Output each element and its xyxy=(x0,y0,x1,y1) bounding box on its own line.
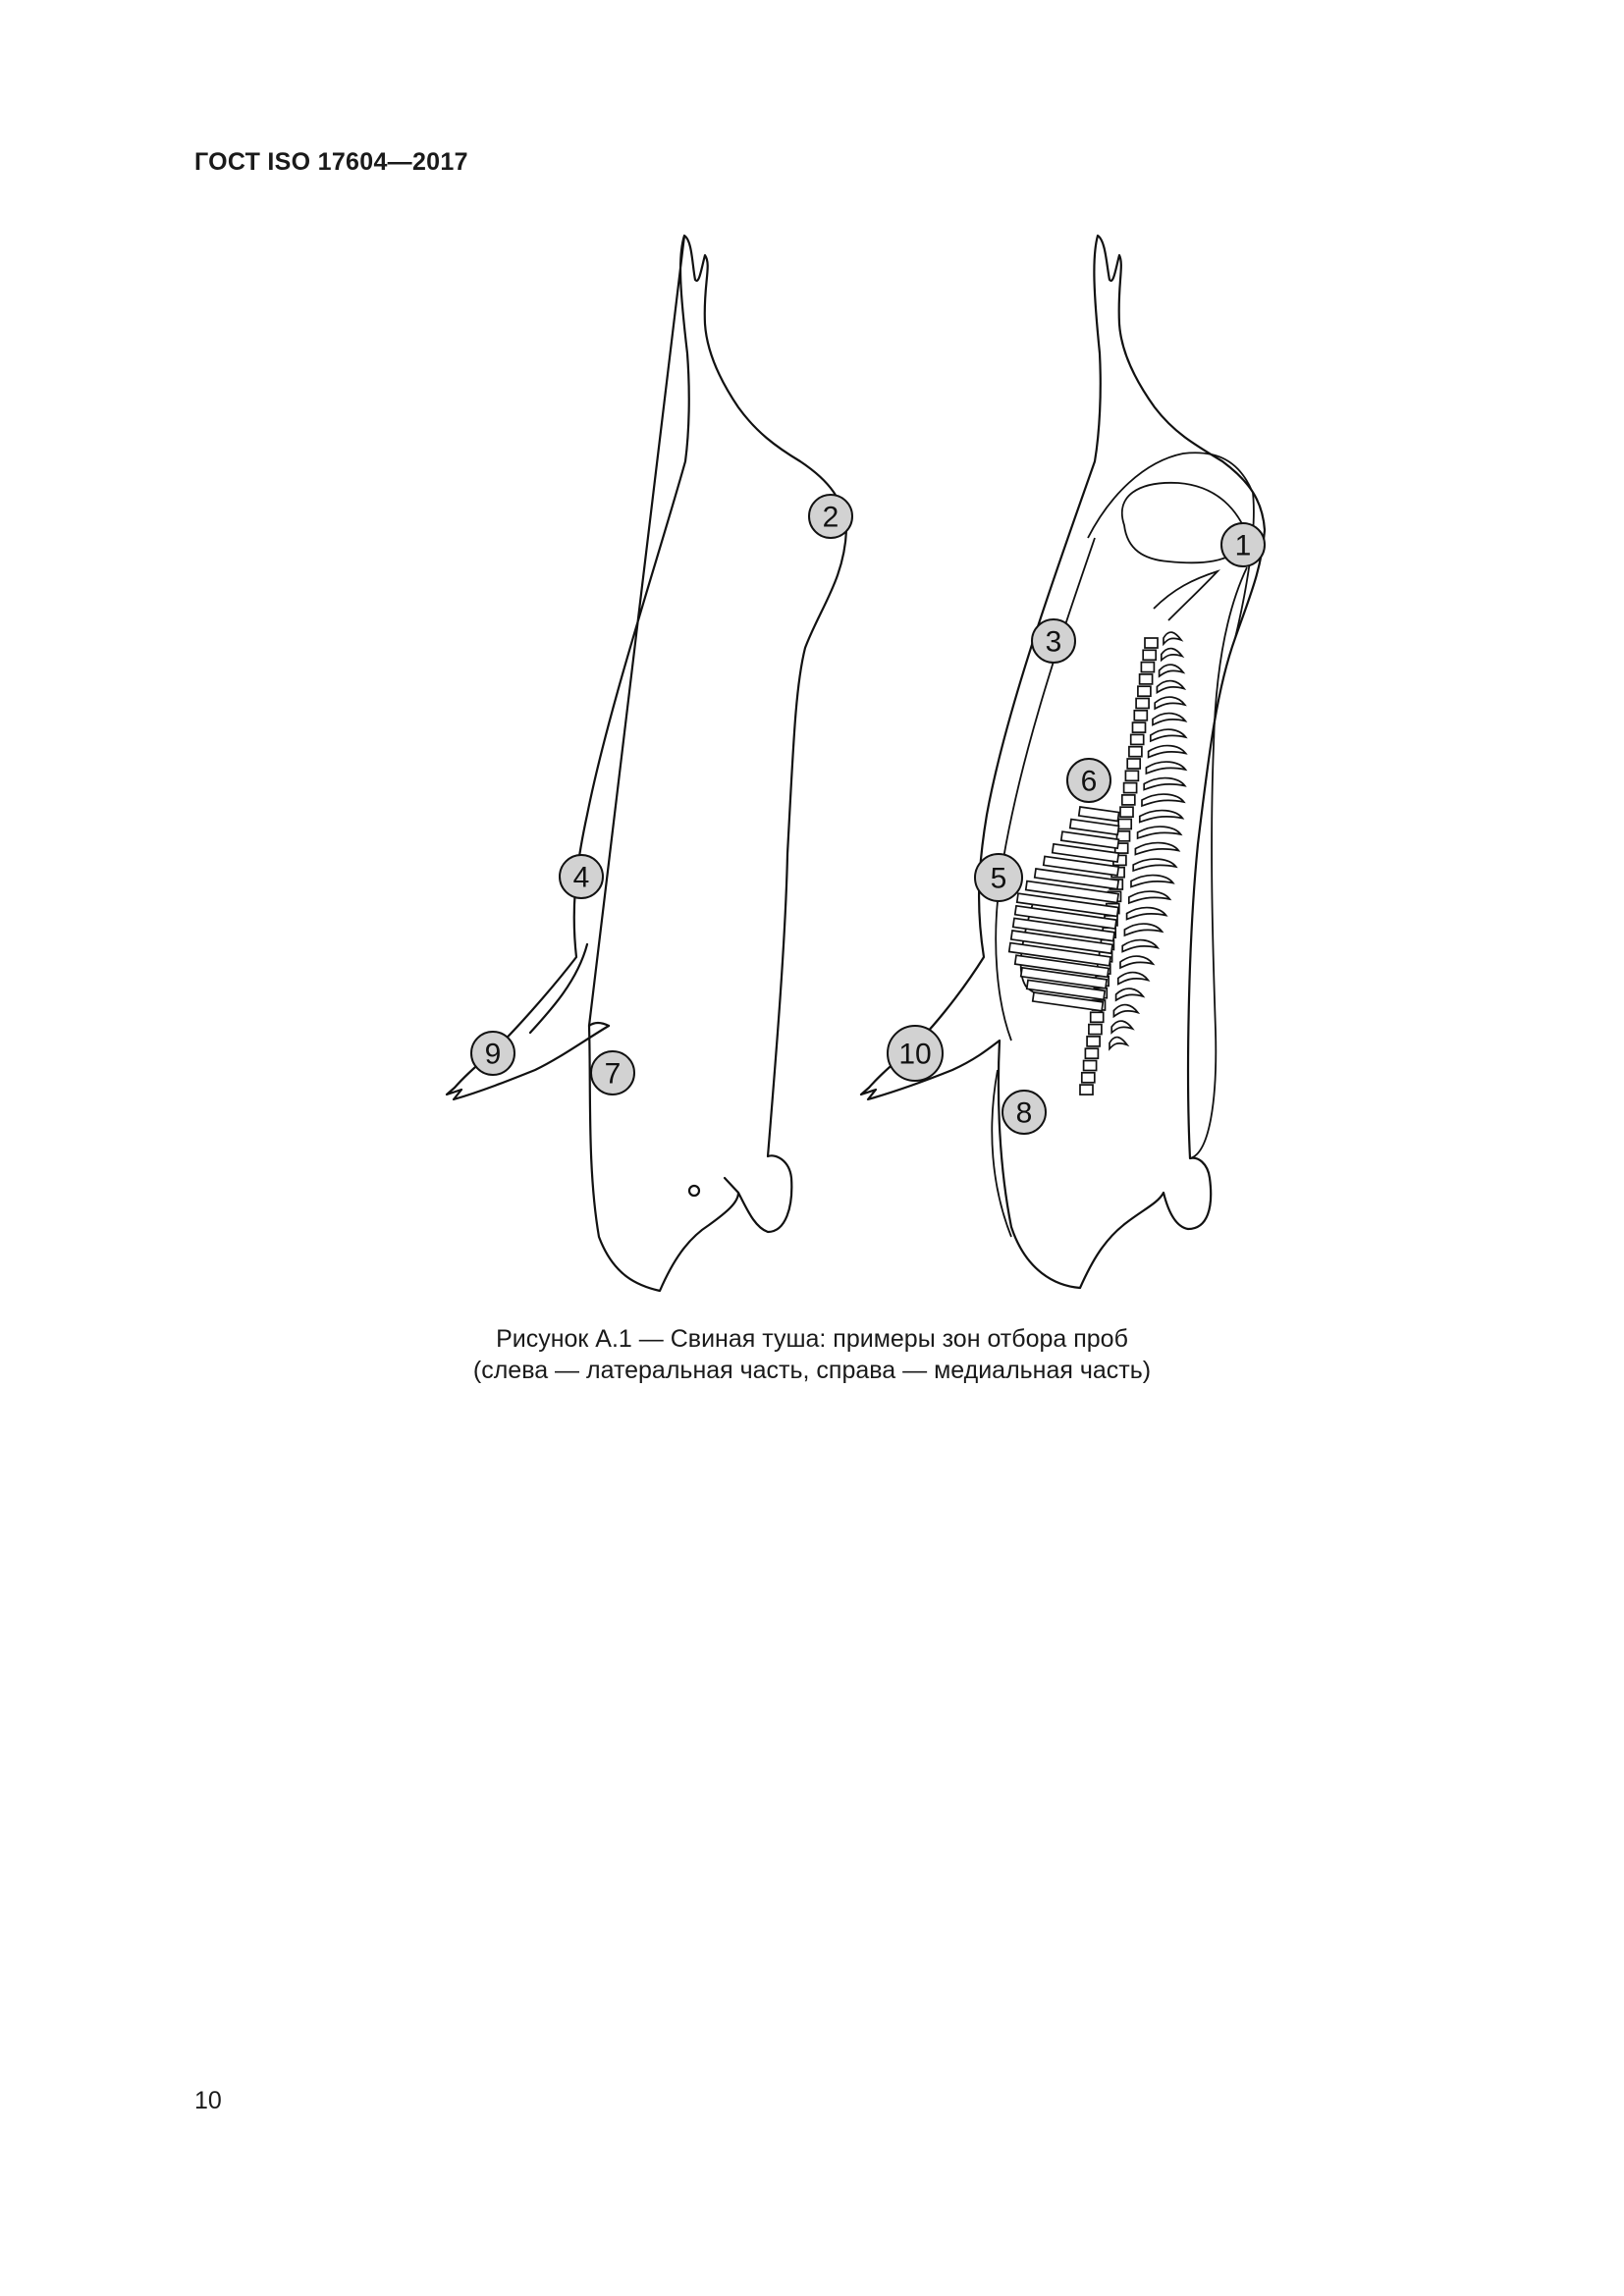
vertebra xyxy=(1120,807,1133,817)
vertebra xyxy=(1085,1048,1098,1058)
rib-bar xyxy=(1070,820,1119,835)
marker-2 xyxy=(809,495,852,538)
vertebra xyxy=(1133,722,1146,732)
vertebra xyxy=(1141,663,1154,672)
rib-segment xyxy=(1157,681,1184,693)
vertebra xyxy=(1134,711,1147,721)
caption-line-1: Рисунок А.1 — Свиная туша: примеры зон отбора проб xyxy=(496,1325,1128,1353)
rib-segment xyxy=(1144,778,1185,790)
rib-segment xyxy=(1133,859,1176,871)
rib-bar xyxy=(1079,807,1119,821)
rib-segment xyxy=(1155,697,1185,709)
vertebra xyxy=(1140,674,1153,684)
lateral-carcass-outline xyxy=(447,236,846,1291)
rib-segment xyxy=(1164,632,1181,644)
document-header: ГОСТ ISO 17604—2017 xyxy=(194,148,468,176)
rib-segment xyxy=(1131,876,1173,887)
page-number: 10 xyxy=(194,2087,222,2114)
rib-segment xyxy=(1138,827,1181,838)
vertebra xyxy=(1084,1061,1097,1071)
svg-text:5: 5 xyxy=(990,862,1007,895)
marker-9 xyxy=(471,1032,514,1075)
vertebra xyxy=(1138,686,1151,696)
svg-text:1: 1 xyxy=(1234,529,1252,562)
marker-8 xyxy=(1002,1091,1046,1134)
svg-text:10: 10 xyxy=(898,1038,932,1071)
rib-cage-hatching xyxy=(1009,807,1119,1011)
rib-segment xyxy=(1162,649,1182,661)
marker-1 xyxy=(1221,523,1265,566)
rib-segment xyxy=(1116,988,1144,1000)
vertebra xyxy=(1125,771,1138,780)
marker-7 xyxy=(591,1051,634,1095)
rib-segment xyxy=(1120,956,1153,968)
vertebra xyxy=(1129,747,1142,757)
rib-segment xyxy=(1146,762,1185,774)
svg-text:4: 4 xyxy=(572,861,590,894)
rib-segment xyxy=(1124,924,1162,935)
rib-segment xyxy=(1151,729,1186,741)
vertebra xyxy=(1143,650,1156,660)
svg-text:2: 2 xyxy=(822,501,839,534)
vertebra xyxy=(1136,699,1149,709)
vertebra xyxy=(1091,1012,1104,1022)
rib-segment xyxy=(1118,973,1149,985)
vertebra xyxy=(1122,795,1135,805)
marker-3 xyxy=(1032,619,1075,663)
rib-segment xyxy=(1140,811,1183,823)
marker-5 xyxy=(975,854,1022,901)
vertebra xyxy=(1118,820,1131,829)
vertebra xyxy=(1082,1073,1095,1083)
vertebra xyxy=(1087,1037,1100,1046)
rib-segment xyxy=(1129,891,1170,903)
rib-segment xyxy=(1111,1021,1132,1033)
svg-text:7: 7 xyxy=(604,1057,622,1091)
medial-carcass-outline xyxy=(861,236,1265,1288)
rib-segment xyxy=(1127,908,1166,920)
vertebra xyxy=(1131,734,1144,744)
rib-segment xyxy=(1142,794,1184,806)
svg-text:8: 8 xyxy=(1015,1096,1033,1130)
caption-line-2: (слева — латеральная часть, справа — медиальная часть) xyxy=(472,1357,1152,1384)
rib-segment xyxy=(1110,1038,1127,1049)
svg-text:3: 3 xyxy=(1045,625,1062,659)
marker-10 xyxy=(888,1026,943,1081)
rib-segment xyxy=(1135,843,1178,855)
figure-caption xyxy=(0,1323,1624,1386)
rib-segment xyxy=(1113,1005,1137,1017)
marker-4 xyxy=(560,855,603,898)
vertebra xyxy=(1089,1025,1102,1035)
vertebra xyxy=(1127,759,1140,769)
rib-segment xyxy=(1153,714,1185,725)
vertebra xyxy=(1080,1085,1093,1095)
rib-segment xyxy=(1122,940,1158,952)
svg-text:9: 9 xyxy=(484,1038,502,1071)
marker-6 xyxy=(1067,759,1110,802)
vertebra xyxy=(1145,638,1158,648)
rib-segment xyxy=(1160,665,1183,676)
rib-segment xyxy=(1149,746,1186,758)
svg-text:6: 6 xyxy=(1080,765,1098,798)
vertebra xyxy=(1124,783,1137,793)
